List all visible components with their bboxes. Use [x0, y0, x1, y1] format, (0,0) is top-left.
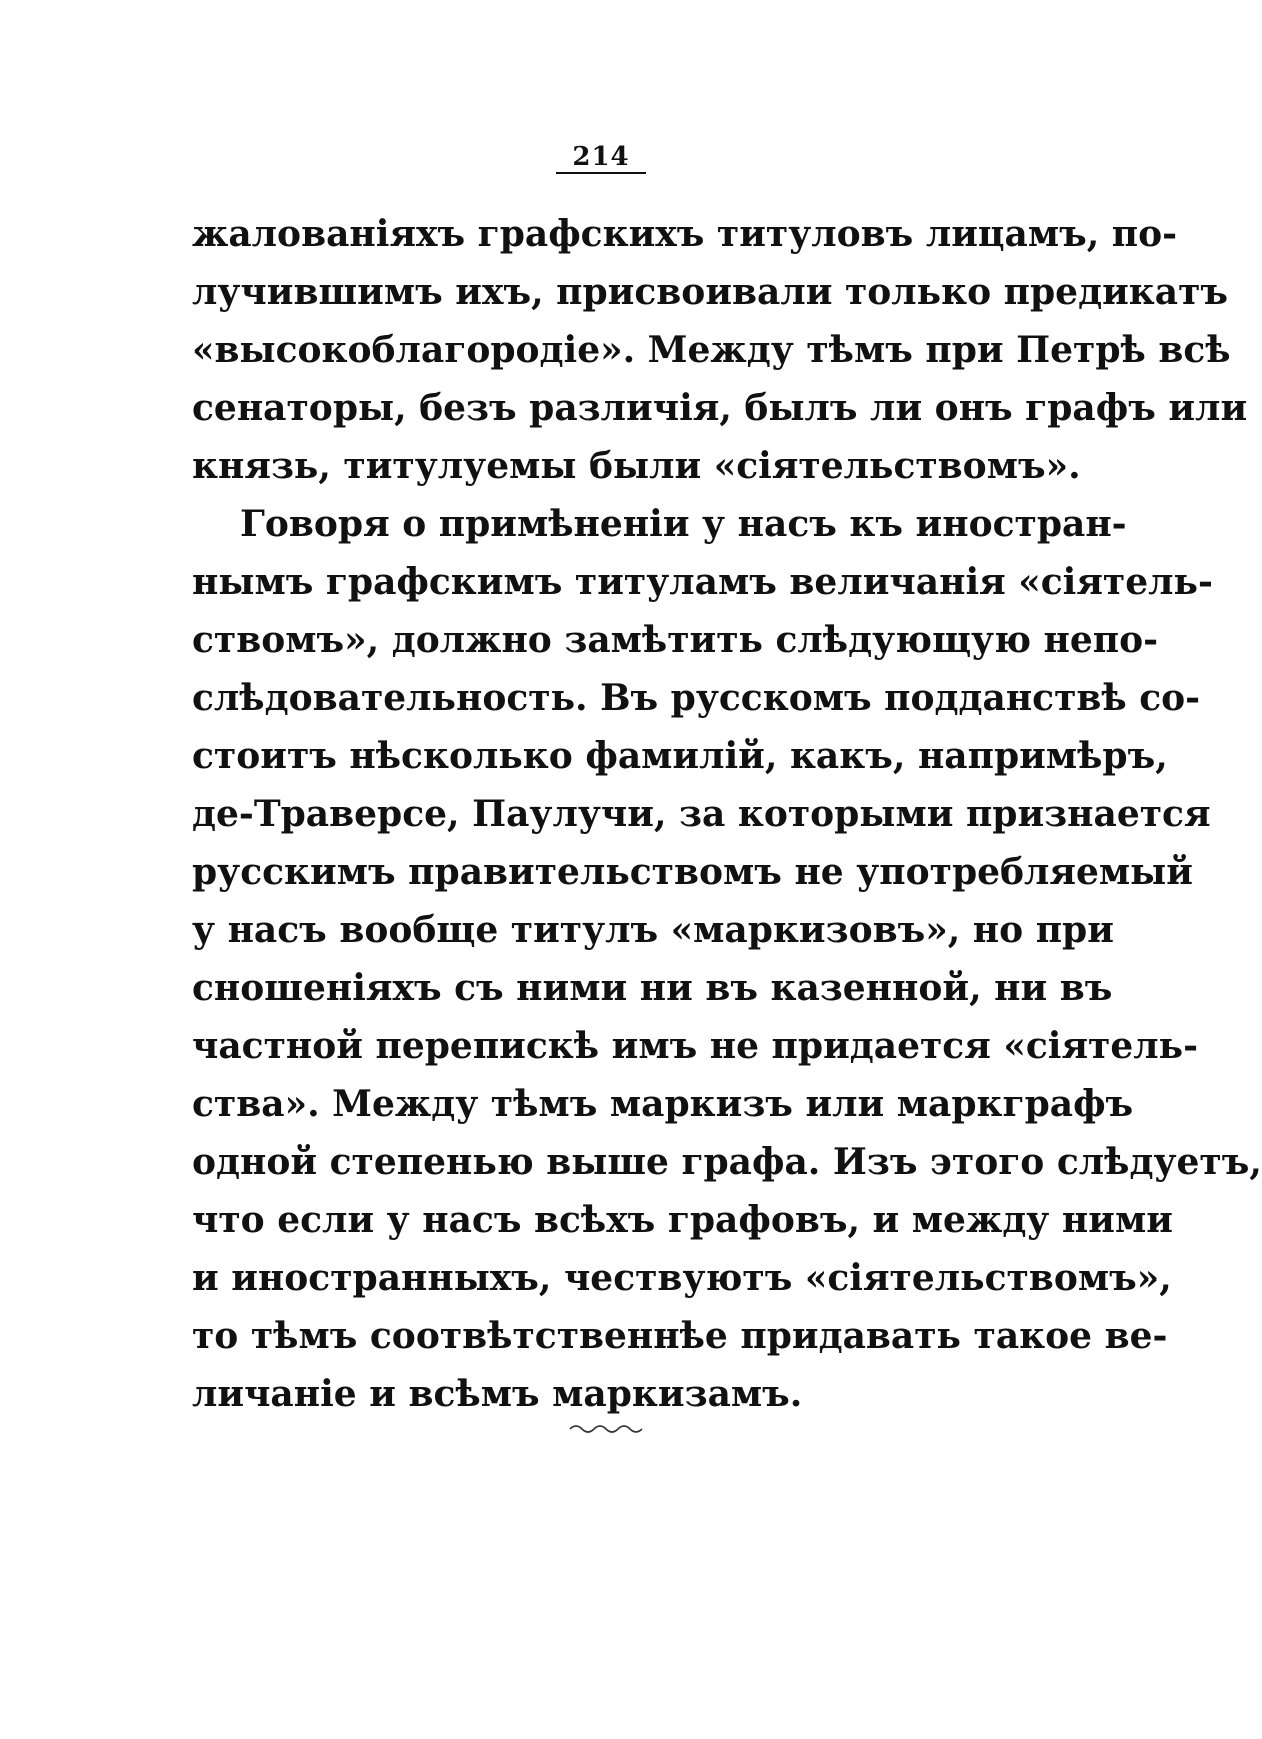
text-line: сношеніяхъ съ ними ни въ казенной, ни въ	[192, 967, 1113, 1009]
text-line: князь, титулуемы были «сіятельствомъ».	[192, 445, 1081, 487]
text-line: стоитъ нѣсколько фамилій, какъ, напримѣръ,	[192, 735, 1168, 777]
paragraph-2	[192, 495, 1262, 1423]
text-line: де-Траверсе, Паулучи, за которыми признается	[192, 793, 1211, 835]
text-line: и иностранныхъ, чествуютъ «сіятельствомъ»,	[192, 1257, 1172, 1299]
body-text	[192, 205, 1262, 1423]
text-line: что если у насъ всѣхъ графовъ, и между ними	[192, 1199, 1173, 1241]
text-line: Говоря о примѣненіи у насъ къ иностран-	[240, 503, 1127, 545]
text-line: личаніе и всѣмъ маркизамъ.	[192, 1373, 803, 1415]
text-line: лучившимъ ихъ, присвоивали только предикатъ	[192, 271, 1229, 313]
text-line: то тѣмъ соотвѣтственнѣе придавать такое ве-	[192, 1315, 1168, 1357]
end-ornament-icon	[568, 1420, 648, 1434]
text-line: у насъ вообще титулъ «маркизовъ», но при	[192, 909, 1114, 951]
page-number-rule	[556, 172, 646, 174]
text-line: русскимъ правительствомъ не употребляемый	[192, 851, 1193, 893]
paragraph-1	[192, 205, 1248, 495]
text-line: одной степенью выше графа. Изъ этого слѣдуетъ,	[192, 1141, 1262, 1183]
text-line: слѣдовательность. Въ русскомъ подданствѣ со-	[192, 677, 1201, 719]
text-line: нымъ графскимъ титуламъ величанія «сіятель-	[192, 561, 1213, 603]
text-line: сенаторы, безъ различія, былъ ли онъ графъ или	[192, 387, 1248, 429]
text-line: «высокоблагородіе». Между тѣмъ при Петрѣ всѣ	[192, 329, 1231, 371]
text-line: жалованіяхъ графскихъ титуловъ лицамъ, по-	[192, 213, 1178, 255]
text-line: ствомъ», должно замѣтить слѣдующую непо-	[192, 619, 1159, 661]
text-line: частной перепискѣ имъ не придается «сіятель-	[192, 1025, 1199, 1067]
text-line: ства». Между тѣмъ маркизъ или маркграфъ	[192, 1083, 1134, 1125]
page-number: 214	[572, 142, 630, 172]
